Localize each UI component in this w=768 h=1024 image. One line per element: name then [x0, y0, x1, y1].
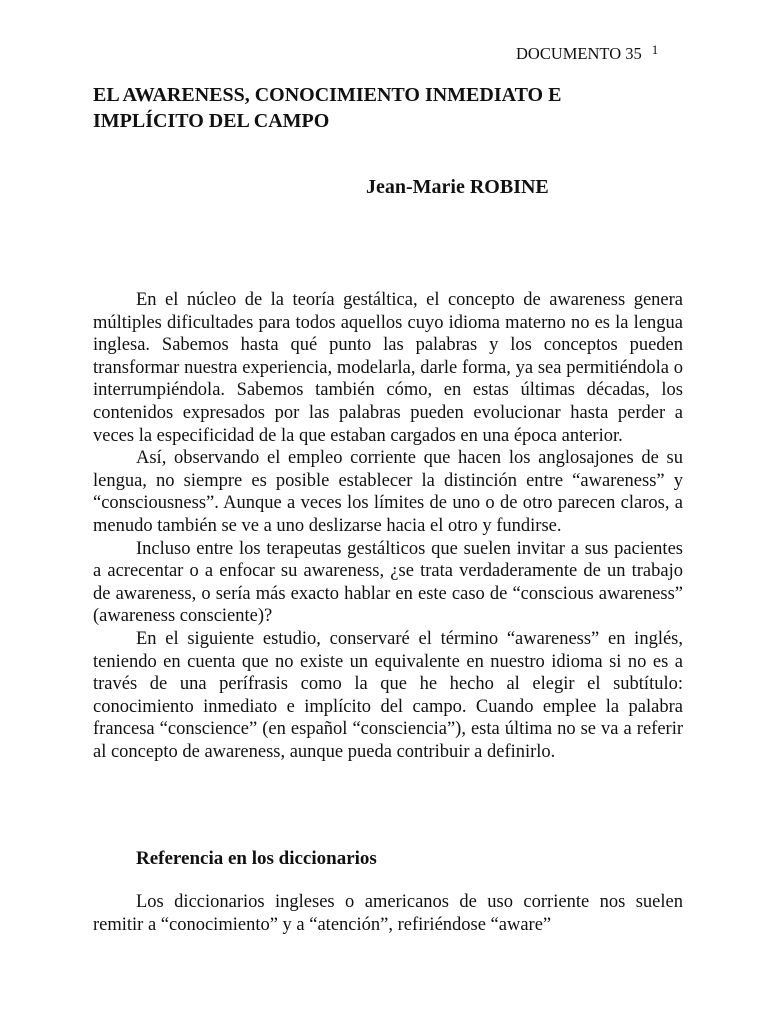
section-heading: Referencia en los diccionarios: [136, 848, 377, 869]
title-line: EL AWARENESS, CONOCIMIENTO INMEDIATO E: [93, 84, 562, 106]
document-label: DOCUMENTO 35: [516, 44, 642, 63]
author-name: Jean-Marie ROBINE: [366, 176, 549, 198]
document-title: [93, 82, 693, 134]
paragraph: Incluso entre los terapeutas gestálticos que suelen invitar a sus pacientes a acrecentar o a enfocar su awareness, ¿se trata verdaderamente de un trabajo de awareness, o sería más exacto hablar en este caso de “conscious awareness” (awareness consciente)?: [93, 538, 683, 627]
paragraph: Los diccionarios ingleses o americanos de uso corriente nos suelen remitir a “conocimiento” y a “atención”, refiriéndose “aware”: [93, 892, 683, 935]
title-line: IMPLÍCITO DEL CAMPO: [93, 110, 330, 132]
paragraph: En el siguiente estudio, conservaré el término “awareness” en inglés, teniendo en cuenta que no existe un equivalente en nuestro idioma si no es a través de una perífrasis como la que he hecho al elegir el subtítulo: conocimiento inmediato e implícito del campo. Cuando emplee la palabra francesa “conscience” (en español “consciencia”), esta última no se va a referir al concepto de awareness, aunque pueda contribuir a definirlo.: [93, 628, 683, 762]
paragraph: En el núcleo de la teoría gestáltica, el concepto de awareness genera múltiples dificultades para todos aquellos cuyo idioma materno no es la lengua inglesa. Sabemos hasta qué punto las palabras y los conceptos pueden transformar nuestra experiencia, modelarla, darle forma, ya sea permitiéndola o interrumpiéndola. Sabemos también cómo, en estas últimas décadas, los contenidos expresados por las palabras pueden evolucionar hasta perder a veces la especificidad de la que estaban cargados en una época anterior.: [93, 290, 683, 446]
body-text: [93, 289, 683, 763]
section-body-text: [93, 891, 683, 936]
page-number: 1: [651, 42, 659, 57]
paragraph: Así, observando el empleo corriente que hacen los anglosajones de su lengua, no siempre es posible establecer la distinción entre “awareness” y “consciousness”. Aunque a veces los límites de uno o de otro parecen claros, a menudo también se ve a uno deslizarse hacia el otro y fundirse.: [93, 448, 683, 536]
page-header: [516, 44, 658, 64]
